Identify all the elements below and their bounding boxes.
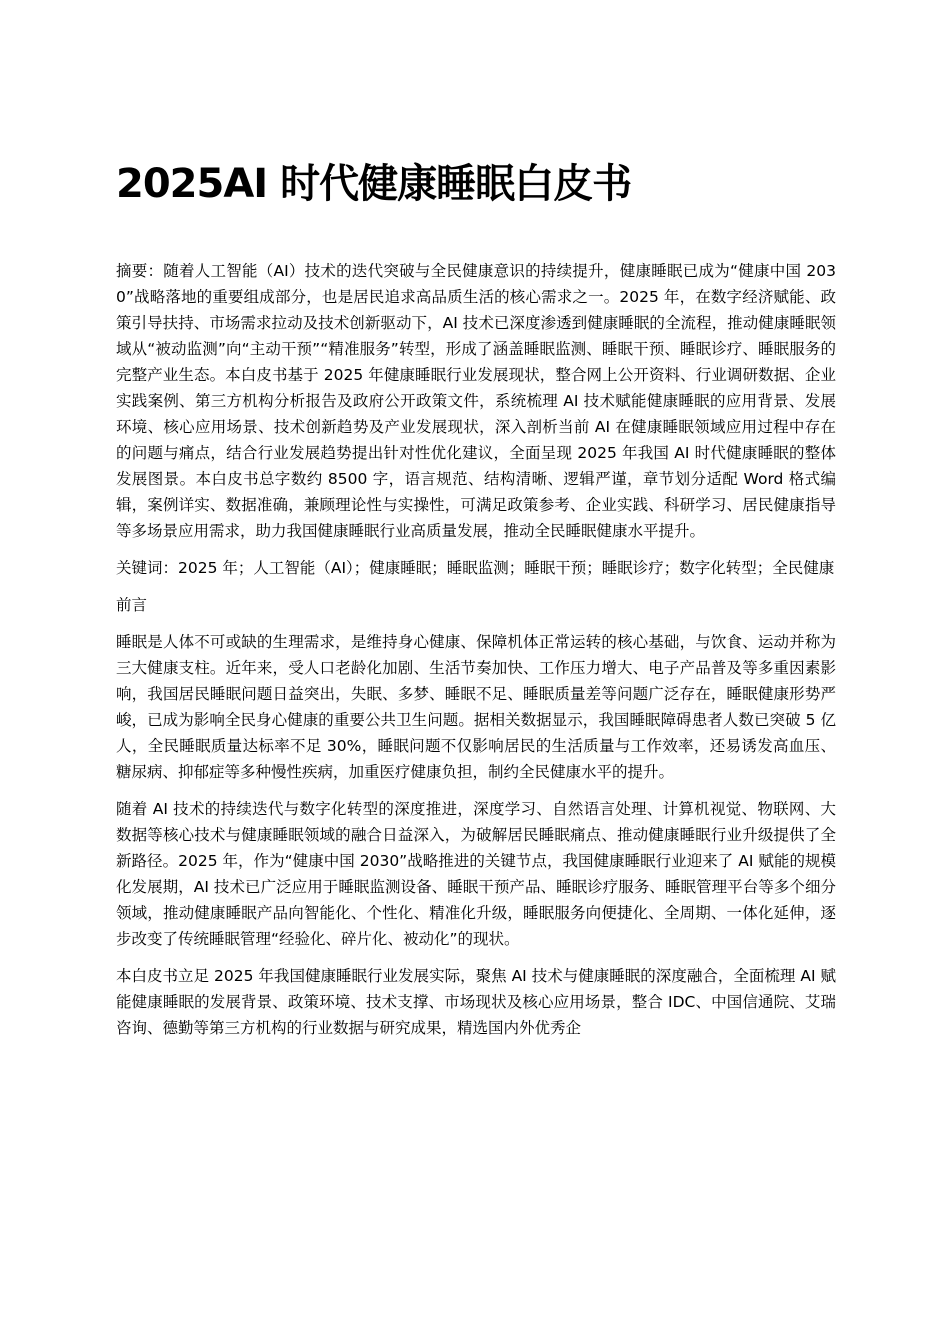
document-body [116, 258, 836, 1052]
document-title: 2025AI 时代健康睡眠白皮书 [116, 161, 632, 207]
preface-paragraph-3: 本白皮书立足 2025 年我国健康睡眠行业发展实际，聚焦 AI 技术与健康睡眠的深度融合，全面梳理 AI 赋能健康睡眠的发展背景、政策环境、技术支撑、市场现状及核心应用场景，整合 IDC、中国信通院、艾瑞咨询、德勤等第三方机构的行业数据与研究成果，精选国内外优秀企 [116, 967, 836, 1037]
abstract-paragraph: 摘要：随着人工智能（AI）技术的迭代突破与全民健康意识的持续提升，健康睡眠已成为“健康中国 2030”战略落地的重要组成部分，也是居民追求高品质生活的核心需求之一。2025 年，在数字经济赋能、政策引导扶持、市场需求拉动及技术创新驱动下，AI 技术已深度渗透到健康睡眠的全流程，推动健康睡眠领域从“被动监测”向“主动干预”“精准服务”转型，形成了涵盖睡眠监测、睡眠干预、睡眠诊疗、睡眠服务的完整产业生态。本白皮书基于 2025 年健康睡眠行业发展现状，整合网上公开资料、行业调研数据、企业实践案例、第三方机构分析报告及政府公开政策文件，系统梳理 AI 技术赋能健康睡眠的应用背景、发展环境、核心应用场景、技术创新趋势及产业发展现状，深入剖析当前 AI 在健康睡眠领域应用过程中存在的问题与痛点，结合行业发展趋势提出针对性优化建议，全面呈现 2025 年我国 AI 时代健康睡眠的整体发展图景。本白皮书总字数约 8500 字，语言规范、结构清晰、逻辑严谨，章节划分适配 Word 格式编辑，案例详实、数据准确，兼顾理论性与实操性，可满足政策参考、企业实践、科研学习、居民健康指导等多场景应用需求，助力我国健康睡眠行业高质量发展，推动全民睡眠健康水平提升。 [116, 262, 836, 540]
preface-heading: 前言 [116, 596, 148, 614]
preface-paragraph-2: 随着 AI 技术的持续迭代与数字化转型的深度推进，深度学习、自然语言处理、计算机视觉、物联网、大数据等核心技术与健康睡眠领域的融合日益深入，为破解居民睡眠痛点、推动健康睡眠行业升级提供了全新路径。2025 年，作为“健康中国 2030”战略推进的关键节点，我国健康睡眠行业迎来了 AI 赋能的规模化发展期，AI 技术已广泛应用于睡眠监测设备、睡眠干预产品、睡眠诊疗服务、睡眠管理平台等多个细分领域，推动健康睡眠产品向智能化、个性化、精准化升级，睡眠服务向便捷化、全周期、一体化延伸，逐步改变了传统睡眠管理“经验化、碎片化、被动化”的现状。 [116, 800, 836, 948]
preface-paragraph-1: 睡眠是人体不可或缺的生理需求，是维持身心健康、保障机体正常运转的核心基础，与饮食、运动并称为三大健康支柱。近年来，受人口老龄化加剧、生活节奏加快、工作压力增大、电子产品普及等多重因素影响，我国居民睡眠问题日益突出，失眠、多梦、睡眠不足、睡眠质量差等问题广泛存在，睡眠健康形势严峻，已成为影响全民身心健康的重要公共卫生问题。据相关数据显示，我国睡眠障碍患者人数已突破 5 亿人，全民睡眠质量达标率不足 30%，睡眠问题不仅影响居民的生活质量与工作效率，还易诱发高血压、糖尿病、抑郁症等多种慢性疾病，加重医疗健康负担，制约全民健康水平的提升。 [116, 633, 836, 781]
keywords-paragraph: 关键词：2025 年；人工智能（AI）；健康睡眠；睡眠监测；睡眠干预；睡眠诊疗；数字化转型；全民健康 [116, 559, 835, 577]
